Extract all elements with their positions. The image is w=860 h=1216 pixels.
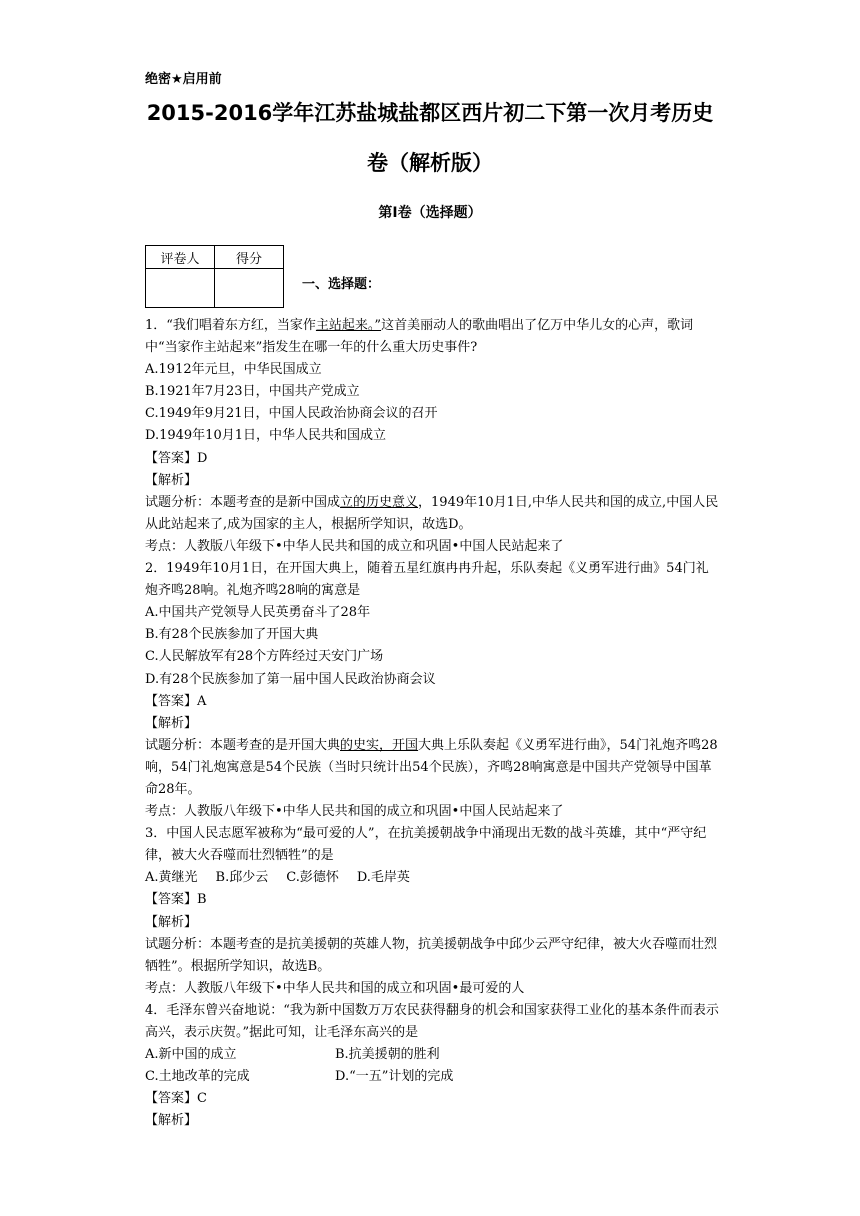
q4-stem: 4．毛泽东曾兴奋地说：“我为新中国数万万农民获得翻身的机会和国家获得工业化的基本条件而表示高兴，表示庆贺。”据此可知，让毛泽东高兴的是 [145,1002,719,1040]
score-cell [215,269,284,308]
q1-point: 考点：人教版八年级下•中华人民共和国的成立和巩固•中国人民站起来了 [145,538,564,554]
q1-option-d: D.1949年10月1日，中华人民共和国成立 [145,428,386,444]
q1-analysis-label: 【解析】 [145,472,198,488]
grader-header: 评卷人 [146,246,215,269]
q3-option-d: D.毛岸英 [356,870,410,886]
q1-analysis: 试题分析：本题考查的是新中国成立的历史意义，1949年10月1日,中华人民共和国的成立,中国人民从此站起来了,成为国家的主人，根据所学知识，故选D。 [145,494,719,532]
part-title: 一、选择题： [302,277,381,292]
q4-options-row-1 [145,1044,720,1066]
q2-option-d: D.有28个民族参加了第一届中国人民政治协商会议 [145,671,436,687]
q3-point: 考点：人教版八年级下•中华人民共和国的成立和巩固•最可爱的人 [145,980,525,996]
title-line-2: 卷（解析版） [367,151,493,175]
q2-option-a: A.中国共产党领导人民英勇奋斗了28年 [145,605,371,621]
q4-option-d: D.“一五”计划的完成 [335,1069,454,1085]
page-title [100,88,760,188]
q1-option-a: A.1912年元旦，中华民国成立 [145,362,322,378]
q3-stem: 3．中国人民志愿军被称为“最可爱的人”，在抗美援朝战争中涌现出无数的战斗英雄，其中“严守纪律，被大火吞噬而壮烈牺牲”的是 [145,826,707,864]
q4-option-a: A.新中国的成立 [145,1047,237,1063]
q3-analysis: 试题分析：本题考查的是抗美援朝的英雄人物，抗美援朝战争中邱少云严守纪律，被大火吞噬而壮烈牺牲”。根据所学知识，故选B。 [145,936,718,974]
q2-option-b: B.有28个民族参加了开国大典 [145,627,319,643]
q2-analysis-label: 【解析】 [145,715,198,731]
question-body [145,315,720,1132]
title-line-1: 2015-2016学年江苏盐城盐都区西片初二下第一次月考历史 [146,101,714,125]
q3-option-c: C.彭德怀 [286,870,339,886]
q2-answer: 【答案】A [145,693,207,709]
q3-options [145,867,720,889]
q2-stem: 2．1949年10月1日，在开国大典上，随着五星红旗冉冉升起，乐队奏起《义勇军进行曲》54门礼炮齐鸣28响。礼炮齐鸣28响的寓意是 [145,561,709,599]
q1-option-c: C.1949年9月21日，中国人民政治协商会议的召开 [145,406,438,422]
q2-option-c: C.人民解放军有28个方阵经过天安门广场 [145,649,384,665]
q3-answer: 【答案】B [145,892,207,908]
q1-stem: 1．“我们唱着东方红，当家作主站起来。”这首美丽动人的歌曲唱出了亿万中华儿女的心声，歌词中“当家作主站起来”指发生在哪一年的什么重大历史事件? [145,318,694,356]
grader-cell [146,269,215,308]
q3-analysis-label: 【解析】 [145,914,198,930]
q3-option-a: A.黄继光 [145,870,198,886]
q4-analysis-label: 【解析】 [145,1113,198,1129]
q2-point: 考点：人教版八年级下•中华人民共和国的成立和巩固•中国人民站起来了 [145,804,564,820]
q4-option-c: C.土地改革的完成 [145,1069,250,1085]
q4-options-row-2 [145,1066,720,1088]
confidential-label: 绝密★启用前 [145,72,222,87]
section-title: 第I卷（选择题） [378,205,482,221]
q3-option-b: B.邱少云 [215,870,269,886]
score-table [145,245,284,308]
q2-analysis: 试题分析：本题考查的是开国大典的史实，开国大典上乐队奏起《义勇军进行曲》，54门礼炮齐鸣28响，54门礼炮寓意是54个民族（当时只统计出54个民族），齐鸣28响寓意是中国共产党领导中国革命28年。 [145,737,718,797]
q1-answer: 【答案】D [145,450,208,466]
q1-option-b: B.1921年7月23日，中国共产党成立 [145,384,360,400]
q4-answer: 【答案】C [145,1091,207,1107]
score-header: 得分 [215,246,284,269]
q4-option-b: B.抗美援朝的胜利 [335,1047,440,1063]
